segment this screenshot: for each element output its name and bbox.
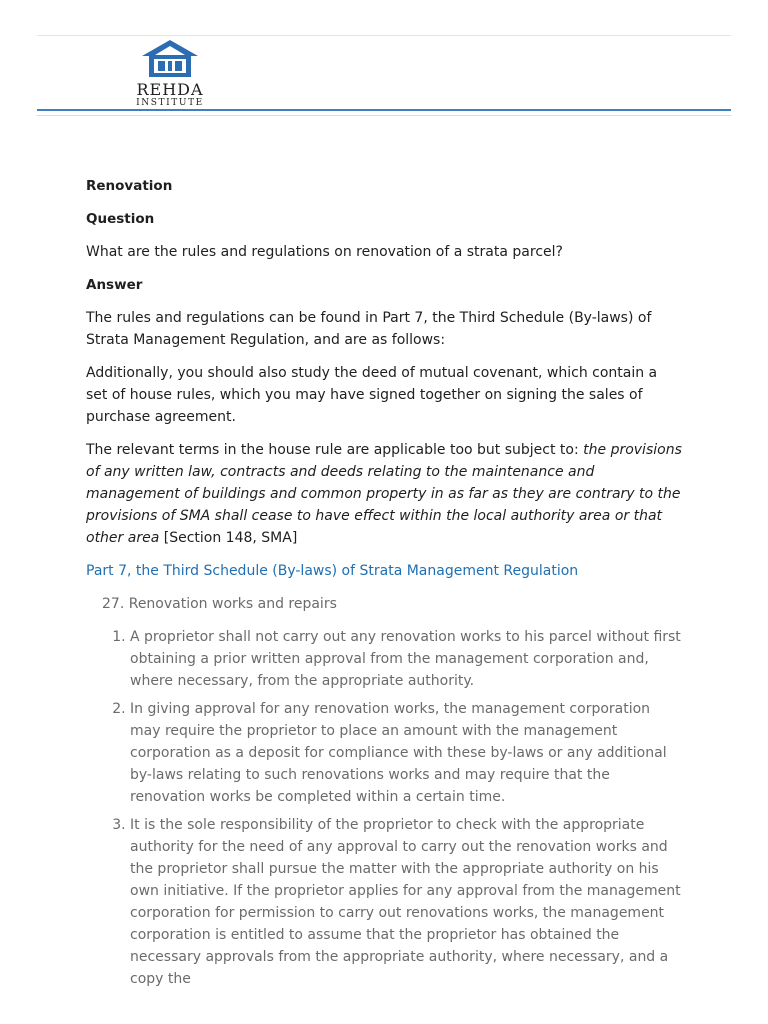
answer-label: Answer: [86, 277, 143, 293]
question-label: Question: [86, 211, 155, 227]
list-item: 1. A proprietor shall not carry out any renovation works to his parcel without first obtaining a prior written approval from the management corporation and, where necessary, from the appropriate authority.: [130, 626, 682, 692]
answer-paragraph-1: The rules and regulations can be found in Part 7, the Third Schedule (By-laws) of Strata Management Regulation, and are as follows:: [86, 310, 652, 348]
paragraph-3-start: The relevant terms in the house rule are applicable too but subject to:: [86, 442, 584, 458]
bylaw-list: [86, 626, 682, 990]
list-item: 3. It is the sole responsibility of the proprietor to check with the appropriate authority for the need of any approval to carry out the renovation works and the proprietor shall pursue the matter with the appropriate authority on his own initiative. If the proprietor applies for any approval from the management corporation for permission to carry out renovations works, the management corporation is entitled to assume that the proprietor has obtained the necessary approvals from the appropriate authority, where necessary, and a copy the: [130, 814, 682, 990]
article-content: [86, 175, 682, 996]
list-item: 2. In giving approval for any renovation works, the management corporation may require the proprietor to place an amount with the management corporation as a deposit for compliance with these by-laws or any additional by-laws relating to such renovations works and may require that the renovation works be completed within a certain time.: [130, 698, 682, 808]
logo-subtitle: INSTITUTE: [136, 98, 204, 108]
answer-paragraph-3: [86, 439, 682, 549]
rehda-logo[interactable]: [130, 38, 212, 110]
header-gray-rule: [37, 115, 731, 116]
header-top-rule: [37, 35, 731, 36]
section-link[interactable]: Part 7, the Third Schedule (By-laws) of Strata Management Regulation: [86, 563, 579, 579]
answer-paragraph-2: Additionally, you should also study the deed of mutual covenant, which contain a set of house rules, which you may have signed together on signing the sales of purchase agreement.: [86, 365, 658, 425]
paragraph-3-end: [Section 148, SMA]: [159, 530, 298, 546]
logo-wordmark: REHDA: [136, 80, 204, 99]
house-logo-icon: [140, 39, 200, 79]
article-title: Renovation: [86, 178, 173, 194]
header-blue-rule: [37, 109, 731, 111]
question-text: What are the rules and regulations on renovation of a strata parcel?: [86, 244, 563, 260]
bylaw-subheading: 27. Renovation works and repairs: [102, 596, 337, 612]
paragraph-3-italic: the provisions of any written law, contracts and deeds relating to the maintenance and management of buildings and common property in as far as they are contrary to the provisions of SMA shall cease to have effect within the local authority area or that other area: [86, 442, 682, 546]
